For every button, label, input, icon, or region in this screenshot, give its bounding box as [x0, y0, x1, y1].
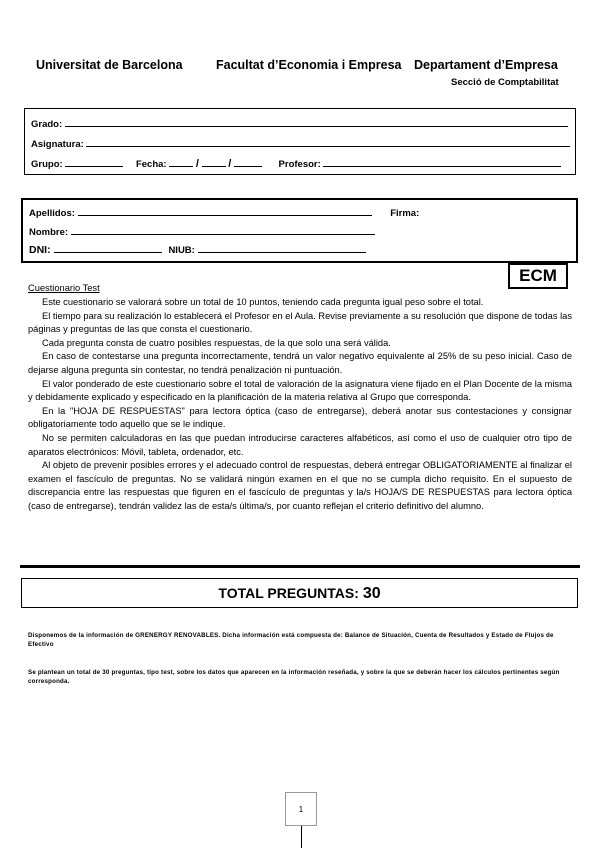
grupo-label: Grupo:: [31, 159, 63, 170]
questionnaire-instructions: [28, 296, 572, 514]
questionnaire-title: Cuestionario Test: [28, 283, 100, 293]
instruction-paragraph: No se permiten calculadoras en las que puedan introducirse caracteres alfabéticos, así como el uso de cualquier otro tipo de aparatos electrónicos: Móvil, tableta, ordenador, etc.: [28, 432, 572, 457]
section-divider: [20, 565, 580, 568]
ecm-badge: ECM: [508, 263, 568, 289]
dni-field[interactable]: [54, 243, 162, 253]
fecha-day-field[interactable]: [169, 157, 193, 167]
apellidos-row: [29, 206, 419, 219]
faculty-name: Facultat d’Economia i Empresa: [216, 58, 402, 72]
asignatura-row: [31, 137, 570, 150]
profesor-label: Profesor:: [278, 159, 321, 170]
fecha-label: Fecha:: [135, 159, 167, 170]
dni-label: DNI:: [29, 244, 51, 256]
grado-label: Grado:: [31, 119, 63, 130]
fecha-year-field[interactable]: [234, 157, 262, 167]
instruction-paragraph: El tiempo para su realización lo establecerá el Profesor en el Aula. Revise previamente a su resolución que dispone de todas las páginas y preguntas de las que consta el cuestionario.: [28, 310, 572, 335]
apellidos-label: Apellidos:: [29, 208, 75, 219]
page-number-stem: [301, 826, 302, 848]
apellidos-field[interactable]: [78, 206, 372, 216]
nombre-field[interactable]: [71, 225, 375, 235]
fecha-separator: /: [195, 158, 199, 170]
total-value: 30: [362, 585, 381, 602]
section-name: Secció de Comptabilitat: [451, 77, 559, 88]
fecha-separator: /: [228, 158, 232, 170]
dni-row: [29, 243, 366, 256]
department-name: Departament d’Empresa: [414, 58, 558, 72]
instruction-paragraph: Este cuestionario se valorará sobre un total de 10 puntos, teniendo cada pregunta igual peso sobre el total.: [42, 297, 484, 307]
student-info-box: [21, 198, 578, 263]
info-paragraph: Disponemos de la información de GRENERGY RENOVABLES. Dicha información está compuesta de: Balance de Situación, Cuenta de Resultados y Estado de Flujos de Efectivo: [28, 632, 554, 648]
nombre-label: Nombre:: [29, 227, 69, 238]
total-questions-box: [21, 578, 578, 608]
instruction-paragraph: Al objeto de prevenir posibles errores y el adecuado control de respuestas, deberá entregar OBLIGATORIAMENTE al finalizar el examen el fascículo de preguntas. No se validará ningún examen en el que no se cumpla dicho requisito. En el supuesto de discrepancia entre las respuestas que figuren en el fascículo de preguntas y la/s HOJA/S DE RESPUESTAS para lectora óptica (caso de entregarse), tendrán validez las de esta/s última/s, por cuanto reflejan el criterio definitivo del alumno.: [28, 460, 572, 511]
info-paragraph: Se plantean un total de 30 preguntas, tipo test, sobre los datos que aparecen en la información reseñada, y sobre la que se deberán hacer los cálculos pertinentes según corresponda.: [28, 669, 560, 685]
instruction-paragraph: El valor ponderado de este cuestionario sobre el total de valoración de la asignatura viene fijado en el Plan Docente de la misma y debidamente explicado y especificado en la planificación de la materia relativa al Grupo que corresponda.: [28, 378, 572, 403]
asignatura-label: Asignatura:: [31, 139, 84, 150]
niub-label: NIUB:: [168, 245, 195, 256]
grupo-field[interactable]: [65, 157, 123, 167]
page-number-box: 1: [285, 792, 317, 826]
course-info-box: [24, 108, 576, 175]
nombre-row: [29, 225, 375, 238]
asignatura-field[interactable]: [86, 137, 570, 147]
grado-row: [31, 117, 568, 130]
total-label: TOTAL PREGUNTAS:: [218, 585, 359, 601]
niub-field[interactable]: [198, 243, 366, 253]
grupo-row: [31, 157, 561, 170]
instruction-paragraph: En la "HOJA DE RESPUESTAS" para lectora óptica (caso de entregarse), deberá anotar sus contestaciones y consignar obligatoriamente todo aquello que se le indique.: [28, 405, 572, 430]
university-name: Universitat de Barcelona: [36, 58, 183, 72]
profesor-field[interactable]: [323, 157, 561, 167]
grado-field[interactable]: [65, 117, 568, 127]
instruction-paragraph: Cada pregunta consta de cuatro posibles respuestas, de la que solo una será válida.: [42, 337, 391, 348]
fecha-month-field[interactable]: [202, 157, 226, 167]
instruction-paragraph: En caso de contestarse una pregunta incorrectamente, tendrá un valor negativo equivalente al 25% de su peso inicial. Caso de dejarse alguna pregunta sin contestar, no tendrá penalización ni puntuación.: [28, 351, 572, 375]
firma-label: Firma:: [390, 208, 420, 219]
